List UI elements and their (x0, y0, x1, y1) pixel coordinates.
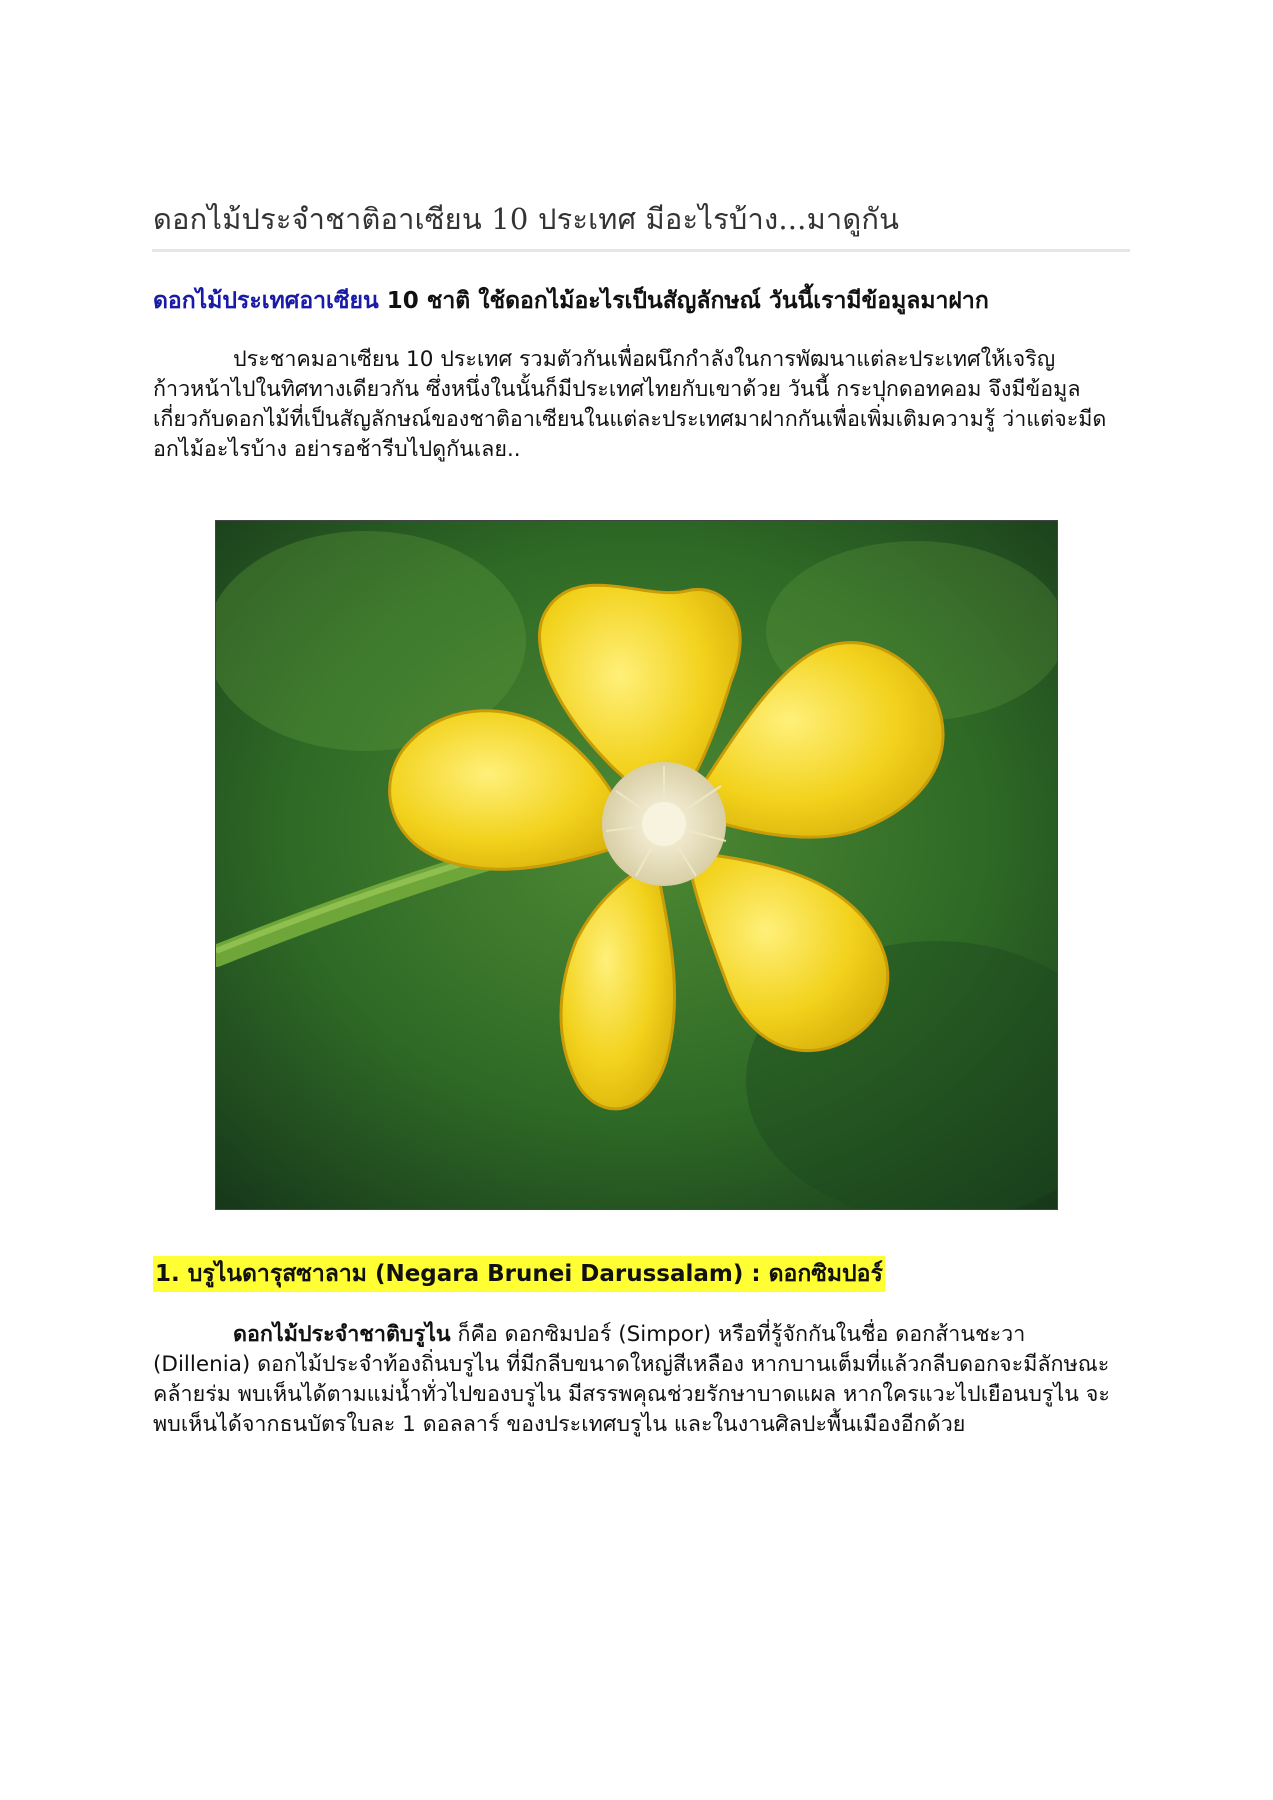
page-title: ดอกไม้ประจำชาติอาเซียน 10 ประเทศ มีอะไรบ้าง...มาดูกัน (153, 202, 900, 236)
intro-text: ประชาคมอาเซียน 10 ประเทศ รวมตัวกันเพื่อผนึกกำลังในการพัฒนาแต่ละประเทศให้เจริญก้าวหน้าไปในทิศทางเดียวกัน ซึ่งหนึ่งในนั้นก็มีประเทศไทยกับเขาด้วย วันนี้ กระปุกดอทคอม จึงมีข้อมูลเกี่ยวกับดอกไม้ที่เป็นสัญลักษณ์ของชาติอาเซียนในแต่ละประเทศมาฝากกันเพื่อเพิ่มเติมความรู้ ว่าแต่จะมีดอกไม้อะไรบ้าง อย่ารอช้ารีบไปดูกันเลย.. (153, 347, 1107, 462)
flower-photo (215, 520, 1058, 1210)
lead-rest: 10 ชาติ ใช้ดอกไม้อะไรเป็นสัญลักษณ์ วันนี้เรามีข้อมูลมาฝาก (378, 288, 989, 314)
intro-paragraph (153, 345, 1113, 465)
lead-line (153, 283, 1143, 319)
brunei-paragraph (153, 1320, 1113, 1440)
lead-highlight-link[interactable]: ดอกไม้ประเทศอาเซียน (153, 288, 379, 314)
brunei-text: ก็คือ ดอกซิมปอร์ (Simpor) หรือที่รู้จักกันในชื่อ ดอกส้านชะวา (Dillenia) ดอกไม้ประจำท้องถิ่นบรูไน ที่มีกลีบขนาดใหญ่สีเหลือง หากบานเต็มที่แล้วกลีบดอกจะมีลักษณะคล้ายร่ม พบเห็นได้ตามแม่น้ำทั่วไปของบรูไน มีสรรพคุณช่วยรักษาบาดแผล หากใครแวะไปเยือนบรูไน จะพบเห็นได้จากธนบัตรใบละ 1 ดอลลาร์ ของประเทศบรูไน และในงานศิลปะพื้นเมืองอีกด้วย (153, 1322, 1110, 1437)
title-divider (152, 249, 1130, 252)
simpor-flower-icon (216, 521, 1057, 1209)
brunei-bold-lead: ดอกไม้ประจำชาติบรูไน (233, 1322, 451, 1347)
section-heading-brunei: 1. บรูไนดารุสซาลาม (Negara Brunei Darussalam) : ดอกซิมปอร์ (153, 1256, 885, 1292)
